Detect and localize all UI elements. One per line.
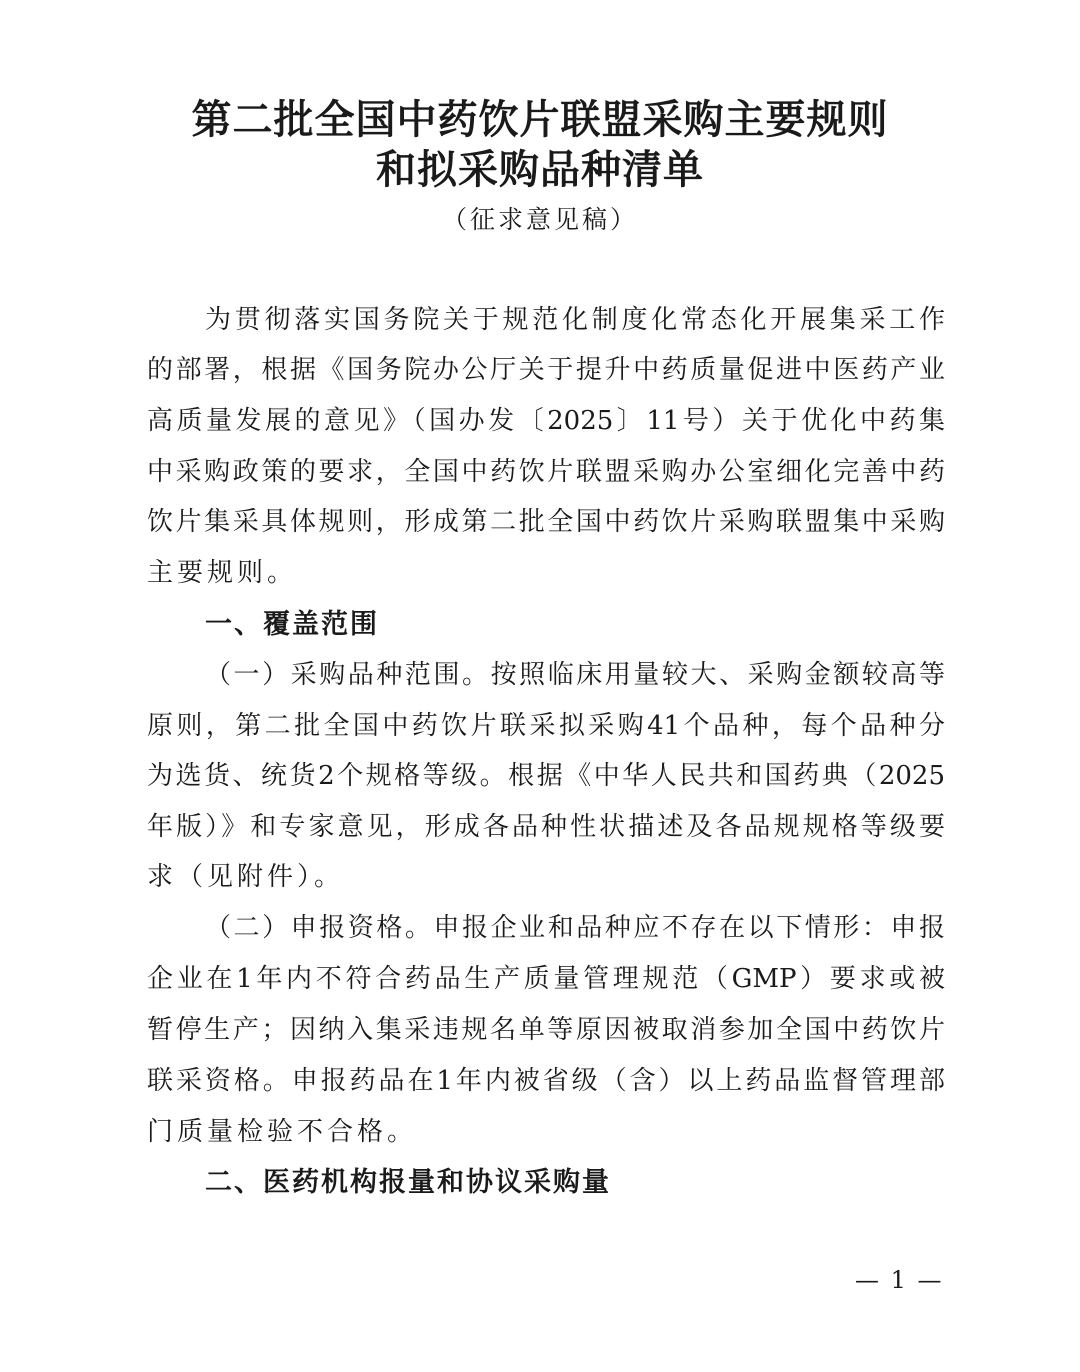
- paragraph-line: 的部署，根据《国务院办公厅关于提升中药质量促进中医药产业: [147, 355, 945, 385]
- paragraph-line: 暂停生产；因纳入集采违规名单等原因被取消参加全国中药饮片: [147, 1015, 945, 1045]
- paragraph-line: 主要规则。: [147, 558, 298, 588]
- paragraph-line: 求（见附件）。: [147, 862, 345, 892]
- paragraph-line: （二）申报资格。申报企业和品种应不存在以下情形：申报: [205, 913, 945, 943]
- document-title-line1: 第二批全国中药饮片联盟采购主要规则: [191, 96, 889, 143]
- paragraph-line: 门质量检验不合格。: [147, 1117, 418, 1147]
- paragraph-line: 联采资格。申报药品在1年内被省级（含）以上药品监督管理部: [147, 1066, 945, 1096]
- document-title-line2: 和拟采购品种清单: [376, 146, 704, 193]
- section-heading: 一、覆盖范围: [205, 609, 379, 640]
- page-number: — 1 —: [855, 1266, 944, 1294]
- paragraph-line: 饮片集采具体规则，形成第二批全国中药饮片采购联盟集中采购: [147, 507, 945, 537]
- section-heading: 二、医药机构报量和协议采购量: [205, 1167, 611, 1198]
- paragraph-line: 企业在1年内不符合药品生产质量管理规范（GMP）要求或被: [147, 964, 945, 994]
- paragraph-line: 中采购政策的要求，全国中药饮片联盟采购办公室细化完善中药: [147, 457, 945, 487]
- paragraph-line: 年版）》和专家意见，形成各品种性状描述及各品规规格等级要: [147, 812, 945, 842]
- paragraph-line: （一）采购品种范围。按照临床用量较大、采购金额较高等: [205, 660, 945, 690]
- paragraph-line: 为贯彻落实国务院关于规范化制度化常态化开展集采工作: [205, 305, 945, 335]
- paragraph-line: 高质量发展的意见》（国办发〔2025〕11号）关于优化中药集: [147, 406, 945, 436]
- document-subtitle: （征求意见稿）: [441, 205, 638, 234]
- paragraph-line: 为选货、统货2个规格等级。根据《中华人民共和国药典（2025: [147, 761, 945, 791]
- paragraph-line: 原则，第二批全国中药饮片联采拟采购41个品种，每个品种分: [147, 711, 945, 741]
